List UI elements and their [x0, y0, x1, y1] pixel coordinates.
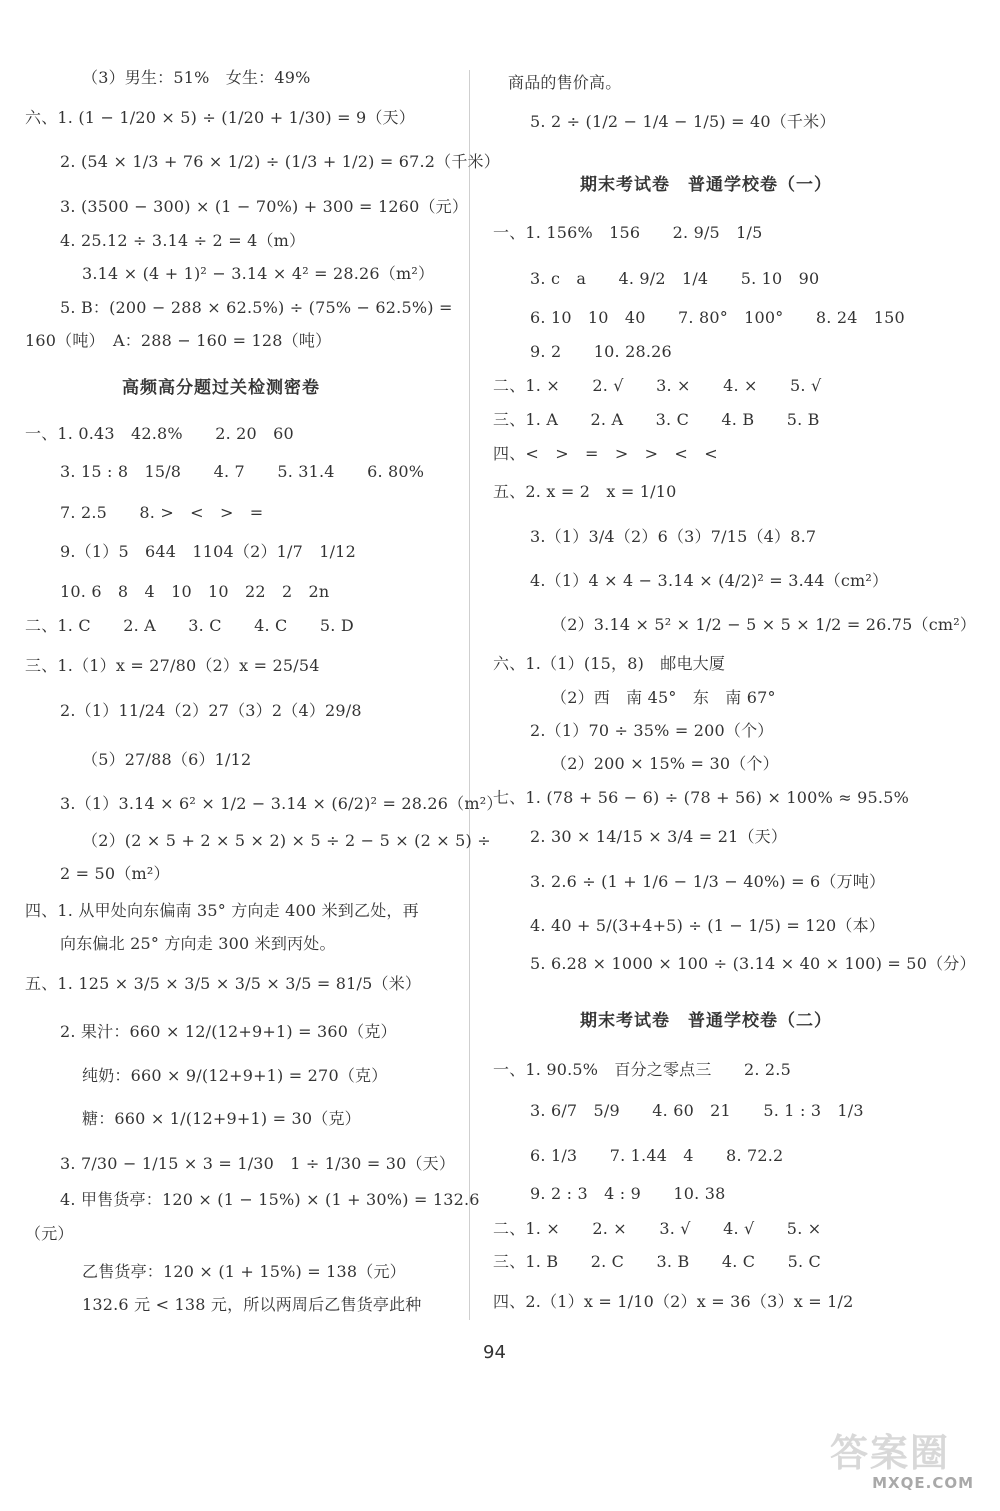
answer-line: 2. 果汁：660 × 12/(12+9+1) = 360（克） [60, 1022, 397, 1041]
answer-line: 2. (54 × 1/3 + 76 × 1/2) ÷ (1/3 + 1/2) = 67.2（千米） [60, 152, 500, 171]
answer-line: 5. 6.28 × 1000 × 100 ÷ (3.14 × 40 × 100) = 50（分） [530, 954, 976, 973]
answer-line: 9. 2 : 3 4 : 9 10. 38 [530, 1184, 726, 1203]
answer-line: 4. 25.12 ÷ 3.14 ÷ 2 = 4（m） [60, 231, 306, 250]
answer-line: 二、1. × 2. × 3. √ 4. √ 5. × [493, 1219, 822, 1238]
answer-line: 一、1. 156% 156 2. 9/5 1/5 [493, 223, 763, 242]
answer-line: 9. 2 10. 28.26 [530, 342, 672, 361]
answer-line: （2）3.14 × 5² × 1/2 − 5 × 5 × 1/2 = 26.75（cm²） [551, 615, 977, 634]
section-heading: 期末考试卷 普通学校卷（二） [580, 1011, 832, 1031]
answer-line: 3. 2.6 ÷ (1 + 1/6 − 1/3 − 40%) = 6（万吨） [530, 872, 886, 891]
answer-line: 3. 15 : 8 15/8 4. 7 5. 31.4 6. 80% [60, 462, 425, 481]
answer-line: 2.（1）70 ÷ 35% = 200（个） [530, 721, 774, 740]
section-heading: 期末考试卷 普通学校卷（一） [580, 175, 832, 195]
answer-line: 6. 10 10 40 7. 80° 100° 8. 24 150 [530, 308, 905, 327]
answer-line: 七、1. (78 + 56 − 6) ÷ (78 + 56) × 100% ≈ 95.5% [493, 788, 909, 807]
answer-line: 5. B：(200 − 288 × 62.5%) ÷ (75% − 62.5%) = [60, 298, 453, 317]
answer-line: 四、2.（1）x = 1/10（2）x = 36（3）x = 1/2 [493, 1292, 854, 1311]
answer-line: 三、1. B 2. C 3. B 4. C 5. C [493, 1252, 822, 1271]
answer-line: （2）200 × 15% = 30（个） [551, 754, 779, 773]
watermark-site-text: MXQE.COM [872, 1474, 974, 1492]
watermark-logo [808, 1418, 988, 1498]
answer-line: 3.14 × (4 + 1)² − 3.14 × 4² = 28.26（m²） [82, 264, 435, 283]
answer-line: 160（吨） A：288 − 160 = 128（吨） [25, 331, 332, 350]
answer-line: 3. 6/7 5/9 4. 60 21 5. 1 : 3 1/3 [530, 1101, 864, 1120]
answer-line: 商品的售价高。 [508, 73, 622, 92]
page-number: 94 [483, 1342, 506, 1363]
answer-line: 2.（1）11/24（2）27（3）2（4）29/8 [60, 701, 362, 720]
answer-line: 乙售货亭：120 × (1 + 15%) = 138（元） [82, 1262, 406, 1281]
answer-line: 二、1. × 2. √ 3. × 4. × 5. √ [493, 376, 822, 395]
watermark-logo-text: 答案圈 [830, 1431, 951, 1475]
answer-line: （5）27/88（6）1/12 [82, 750, 252, 769]
answer-line: 三、1.（1）x = 27/80（2）x = 25/54 [25, 656, 320, 675]
answer-line: 4.（1）4 × 4 − 3.14 × (4/2)² = 3.44（cm²） [530, 571, 889, 590]
answer-line: （3）男生：51% 女生：49% [82, 68, 311, 87]
answer-line: 7. 2.5 8. > < > = [60, 503, 264, 522]
section-heading: 高频高分题过关检测密卷 [122, 378, 320, 398]
answer-line: 六、1.（1）(15，8) 邮电大厦 [493, 654, 726, 673]
answer-line: 2. 30 × 14/15 × 3/4 = 21（天） [530, 827, 788, 846]
answer-line: （2）西 南 45° 东 南 67° [551, 688, 776, 707]
answer-line: 10. 6 8 4 10 10 22 2 2n [60, 582, 330, 601]
answer-line: 向东偏北 25° 方向走 300 米到丙处。 [60, 934, 336, 953]
answer-line: 4. 40 + 5/(3+4+5) ÷ (1 − 1/5) = 120（本） [530, 916, 885, 935]
answer-line: 3. 7/30 − 1/15 × 3 = 1/30 1 ÷ 1/30 = 30（天） [60, 1154, 456, 1173]
answer-line: 6. 1/3 7. 1.44 4 8. 72.2 [530, 1146, 784, 1165]
answer-line: 六、1. (1 − 1/20 × 5) ÷ (1/20 + 1/30) = 9（天） [25, 108, 415, 127]
answer-line: 4. 甲售货亭：120 × (1 − 15%) × (1 + 30%) = 132.6 [60, 1190, 480, 1209]
answer-line: 一、1. 90.5% 百分之零点三 2. 2.5 [493, 1060, 791, 1079]
answer-line: 3. (3500 − 300) × (1 − 70%) + 300 = 1260（元） [60, 197, 469, 216]
answer-line: 三、1. A 2. A 3. C 4. B 5. B [493, 410, 820, 429]
answer-line: 一、1. 0.43 42.8% 2. 20 60 [25, 424, 294, 443]
answer-line: 9.（1）5 644 1104（2）1/7 1/12 [60, 542, 356, 561]
answer-line: 132.6 元 < 138 元，所以两周后乙售货亭此种 [82, 1295, 422, 1314]
answer-line: 糖：660 × 1/(12+9+1) = 30（克） [82, 1109, 361, 1128]
answer-line: 四、< > = > > < < [493, 444, 718, 463]
column-divider [469, 70, 470, 1320]
answer-line: 5. 2 ÷ (1/2 − 1/4 − 1/5) = 40（千米） [530, 112, 836, 131]
answer-line: 纯奶：660 × 9/(12+9+1) = 270（克） [82, 1066, 388, 1085]
answer-line: 五、1. 125 × 3/5 × 3/5 × 3/5 × 3/5 = 81/5（米） [25, 974, 422, 993]
answer-line: 四、1. 从甲处向东偏南 35° 方向走 400 米到乙处，再 [25, 901, 419, 920]
answer-line: 3.（1）3.14 × 6² × 1/2 − 3.14 × (6/2)² = 28.26（m²） [60, 794, 503, 813]
answer-line: 3.（1）3/4（2）6（3）7/15（4）8.7 [530, 527, 817, 546]
answer-line: （元） [25, 1224, 74, 1243]
answer-line: 2 = 50（m²） [60, 864, 170, 883]
answer-line: 二、1. C 2. A 3. C 4. C 5. D [25, 616, 354, 635]
answer-line: 五、2. x = 2 x = 1/10 [493, 482, 677, 501]
answer-line: 3. c a 4. 9/2 1/4 5. 10 90 [530, 269, 820, 288]
answer-line: （2）(2 × 5 + 2 × 5 × 2) × 5 ÷ 2 − 5 × (2 × 5) ÷ [82, 831, 491, 850]
